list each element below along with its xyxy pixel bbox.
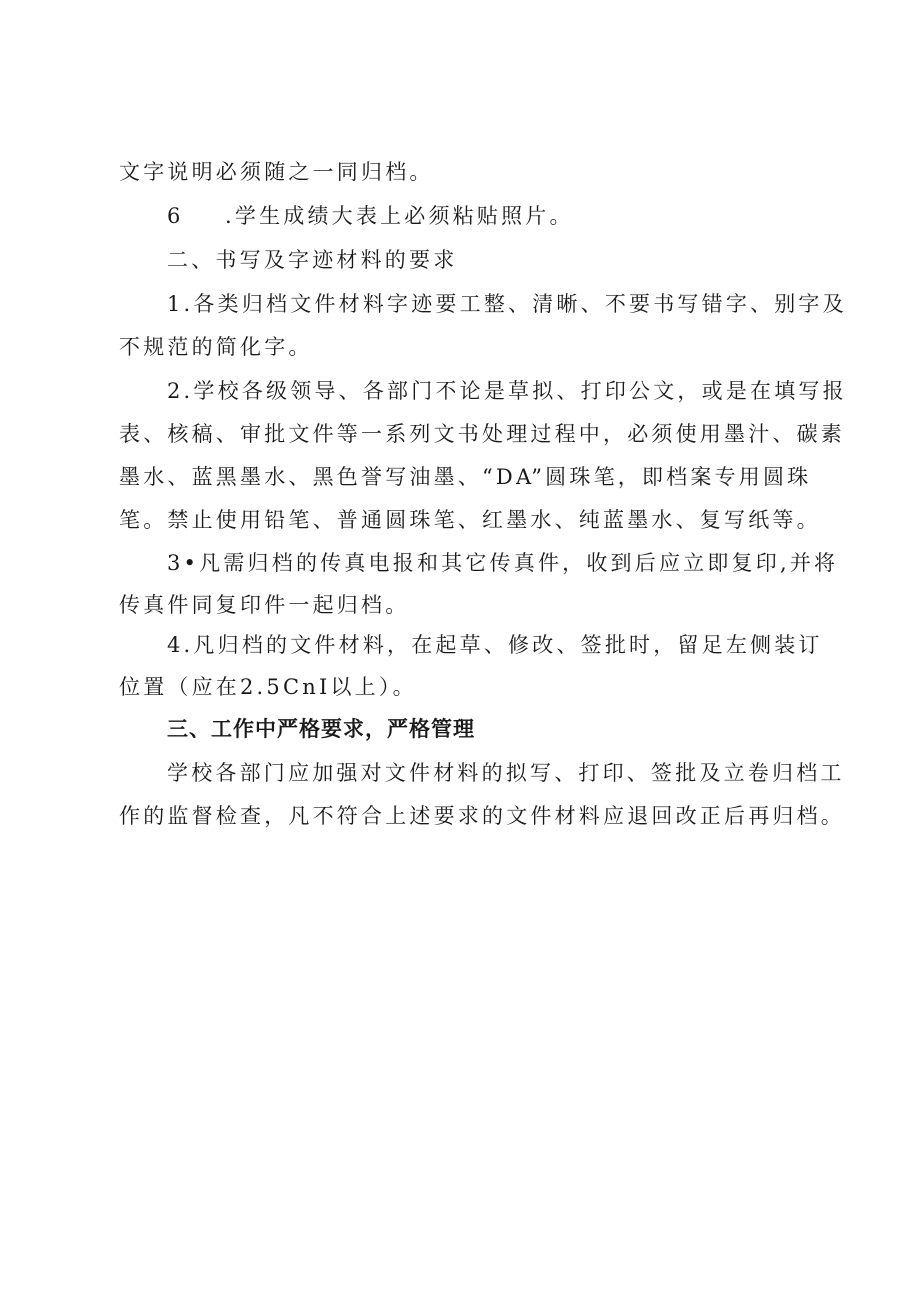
- paragraph-line: 3•凡需归档的传真电报和其它传真件，收到后应立即复印,并将: [167, 551, 839, 575]
- list-item-number: 6: [167, 204, 184, 228]
- list-item-text: .学生成绩大表上必须粘贴照片。: [225, 204, 574, 228]
- paragraph-line: 学校各部门应加强对文件材料的拟写、打印、签批及立卷归档工: [167, 761, 845, 785]
- paragraph-line: 1.各类归档文件材料字迹要工整、清晰、不要书写错字、别字及: [167, 292, 847, 316]
- paragraph-line: 墨水、蓝黑墨水、黑色誉写油墨、“DA”圆珠笔，即档案专用圆珠: [119, 465, 812, 489]
- paragraph-line: 2.学校各级领导、各部门不论是草拟、打印公文，或是在填写报: [167, 379, 847, 403]
- paragraph-line: 4.凡归档的文件材料，在起草、修改、签批时，留足左侧装订: [167, 633, 823, 657]
- paragraph-line: 笔。禁止使用铅笔、普通圆珠笔、红墨水、纯蓝墨水、复写纸等。: [119, 508, 821, 532]
- list-item-6: [167, 201, 574, 231]
- paragraph-line: 作的监督检查，凡不符合上述要求的文件材料应退回改正后再归档。: [119, 804, 845, 828]
- paragraph-line: 位置（应在2.5CnI以上）。: [119, 675, 417, 699]
- paragraph-line: 不规范的简化字。: [119, 335, 313, 359]
- paragraph-line: 表、核稿、审批文件等一系列文书处理过程中，必须使用墨汁、碳素: [119, 422, 845, 446]
- paragraph-line: 传真件同复印件一起归档。: [119, 593, 410, 617]
- section-heading-3: 三、工作中严格要求，严格管理: [167, 717, 475, 741]
- paragraph-line: 文字说明必须随之一同归档。: [119, 160, 434, 184]
- section-heading-2: 二、书写及字迹材料的要求: [167, 248, 458, 272]
